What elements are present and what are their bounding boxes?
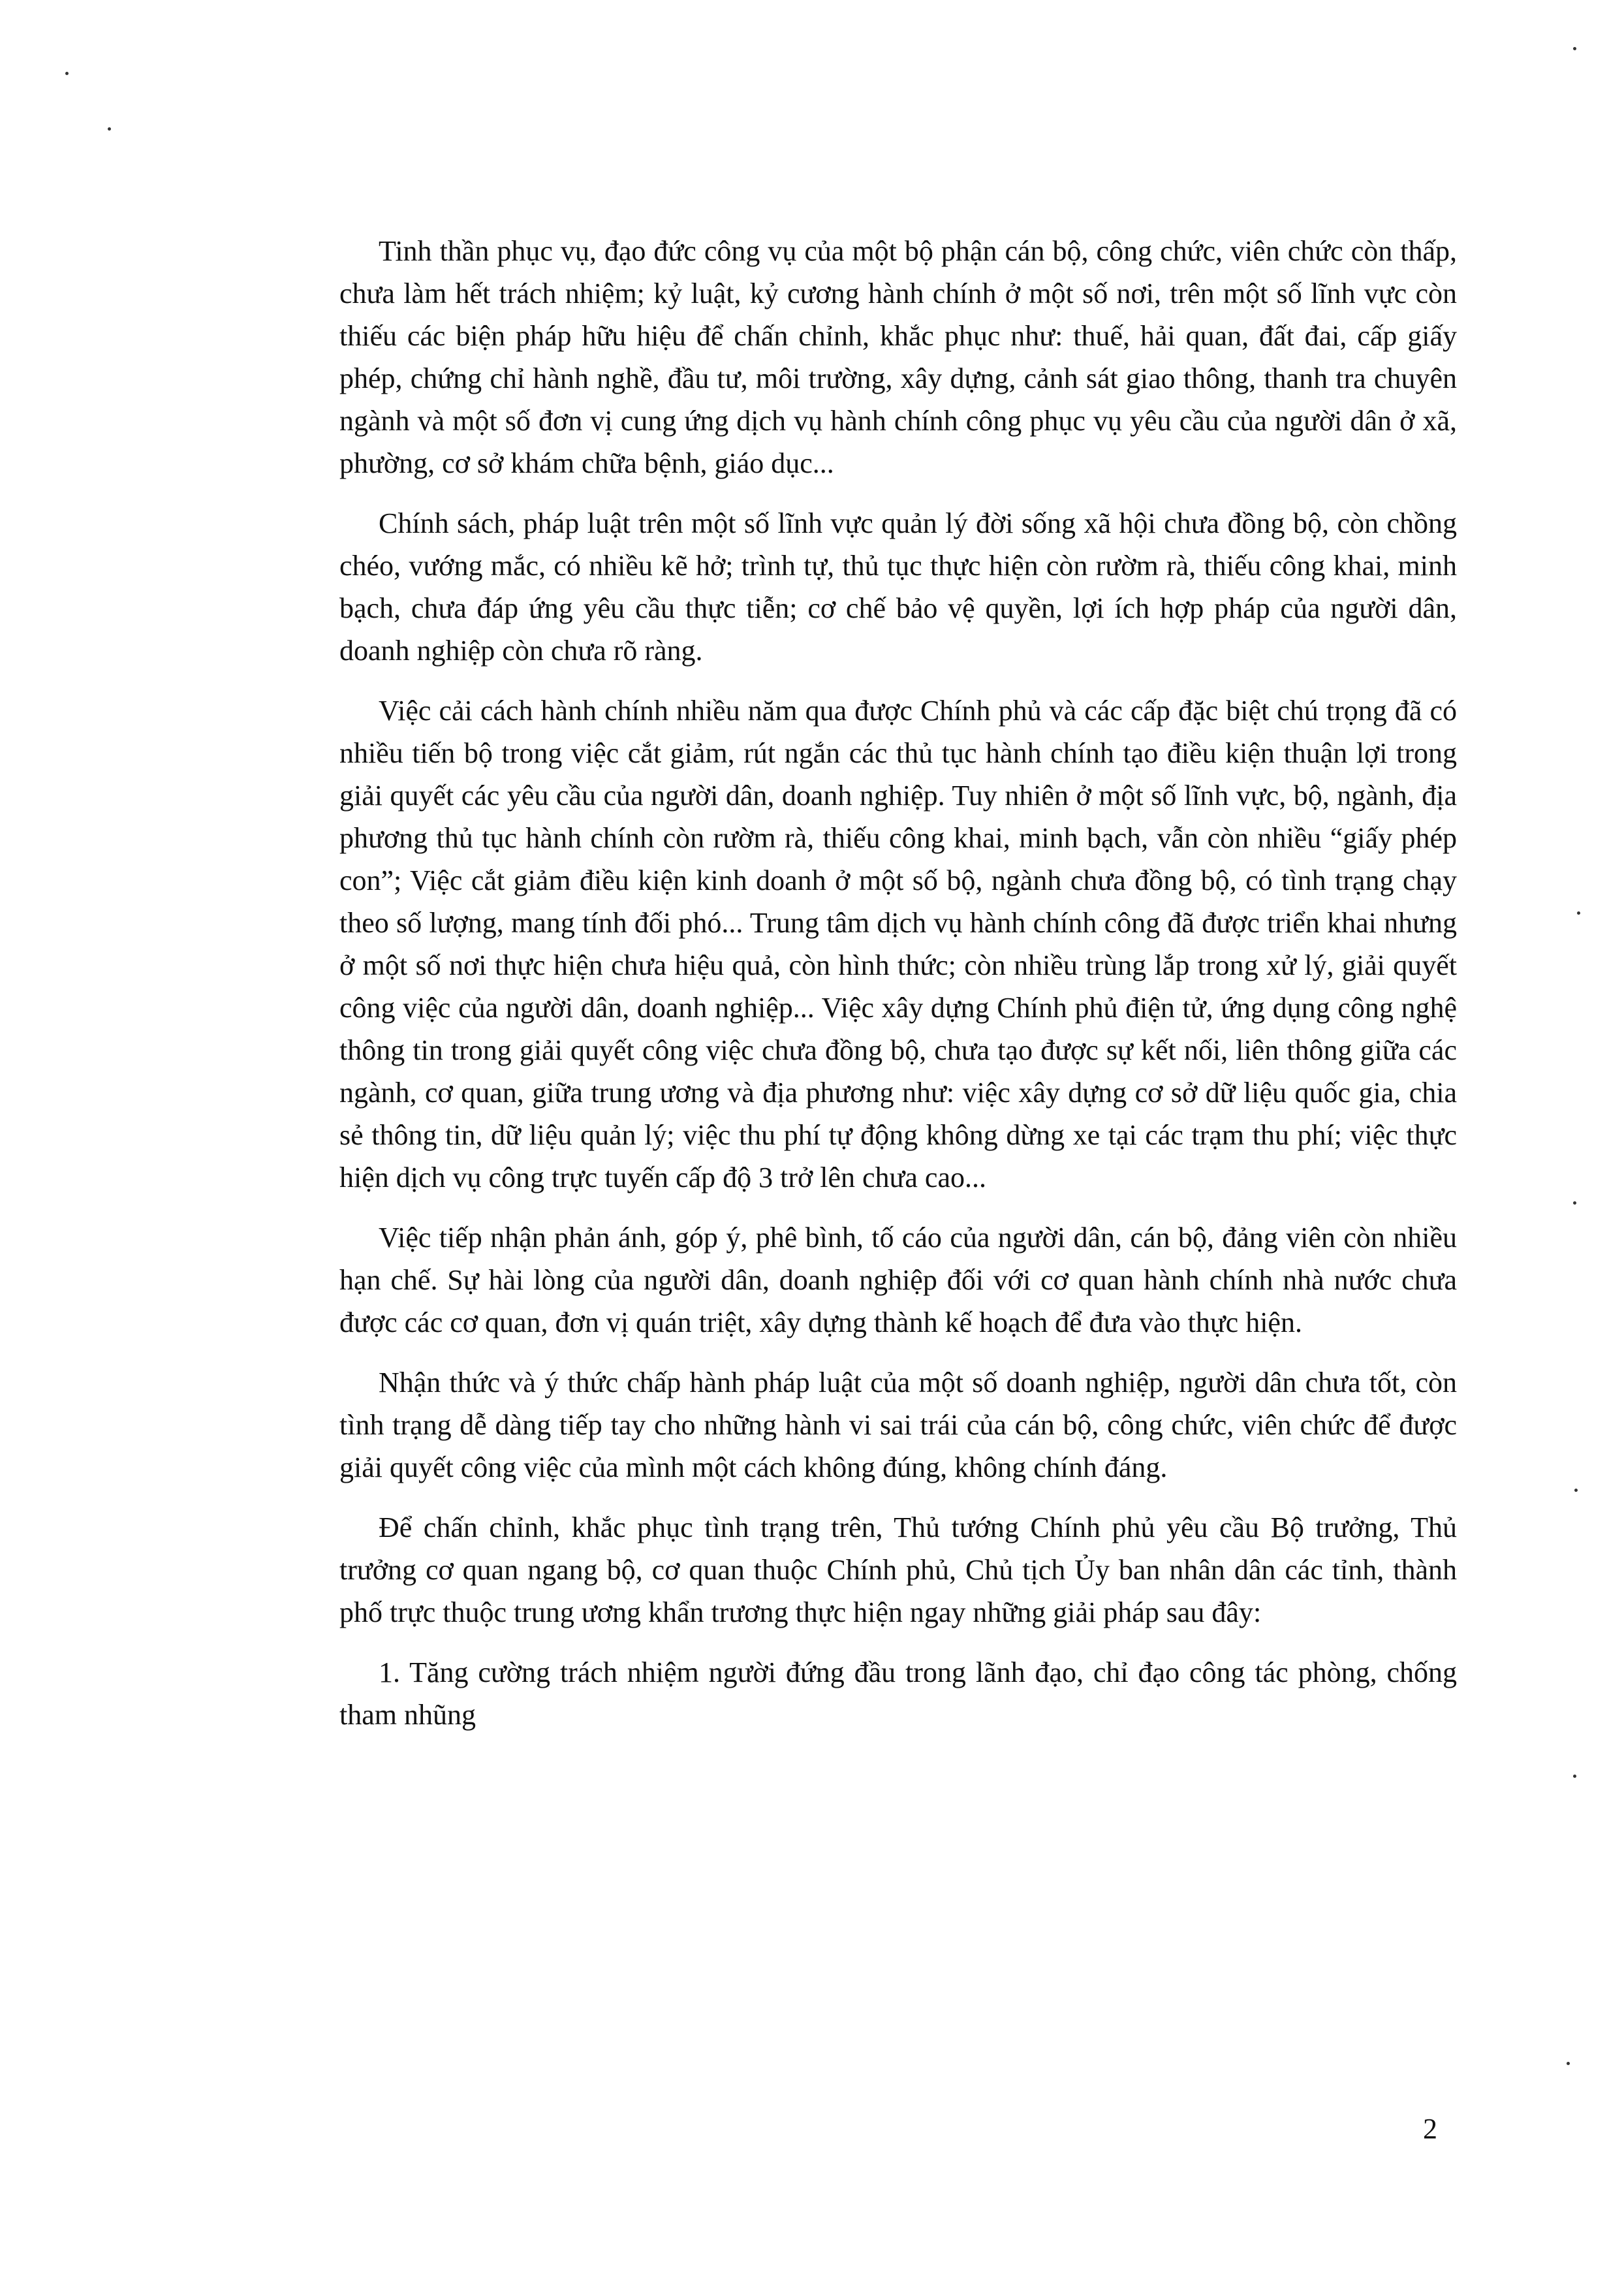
scan-speck bbox=[1573, 47, 1576, 50]
paragraph-public-service-ethics: Tinh thần phục vụ, đạo đức công vụ của một bộ phận cán bộ, công chức, viên chức còn thấp, chưa làm hết trách nhiệm; kỷ luật, kỷ cương hành chính ở một số nơi, trên một số lĩnh vực còn thiếu các biện pháp hữu hiệu để chấn chỉnh, khắc phục như: thuế, hải quan, đất đai, cấp giấy phép, chứng chỉ hành nghề, đầu tư, môi trường, xây dựng, cảnh sát giao thông, thanh tra chuyên ngành và một số đơn vị cung ứng dịch vụ hành chính công phục vụ yêu cầu của người dân ở xã, phường, cơ sở khám chữa bệnh, giáo dục... bbox=[339, 235, 1457, 479]
scan-speck bbox=[1574, 1489, 1578, 1492]
scan-speck bbox=[108, 127, 111, 131]
paragraph-policy-law: Chính sách, pháp luật trên một số lĩnh vực quản lý đời sống xã hội chưa đồng bộ, còn chồng chéo, vướng mắc, có nhiều kẽ hở; trình tự, thủ tục thực hiện còn rườm rà, thiếu công khai, minh bạch, chưa đáp ứng yêu cầu thực tiễn; cơ chế bảo vệ quyền, lợi ích hợp pháp của người dân, doanh nghiệp còn chưa rõ ràng. bbox=[339, 507, 1457, 667]
page-number: 2 bbox=[1423, 2113, 1437, 2145]
scan-speck bbox=[1577, 911, 1580, 915]
paragraph-item-1: 1. Tăng cường trách nhiệm người đứng đầu trong lãnh đạo, chỉ đạo công tác phòng, chống tham nhũng bbox=[339, 1656, 1457, 1731]
scan-speck bbox=[1573, 1201, 1576, 1205]
scan-speck bbox=[65, 72, 69, 75]
scan-speck bbox=[1567, 2062, 1570, 2065]
document-body bbox=[339, 230, 1457, 1754]
scan-speck bbox=[1573, 1775, 1576, 1778]
paragraph-administrative-reform: Việc cải cách hành chính nhiều năm qua được Chính phủ và các cấp đặc biệt chú trọng đã có nhiều tiến bộ trong việc cắt giảm, rút ngắn các thủ tục hành chính tạo điều kiện thuận lợi trong giải quyết các yêu cầu của người dân, doanh nghiệp. Tuy nhiên ở một số lĩnh vực, bộ, ngành, địa phương thủ tục hành chính còn rườm rà, thiếu công khai, minh bạch, vẫn còn nhiều “giấy phép con”; Việc cắt giảm điều kiện kinh doanh ở một số bộ, ngành chưa đồng bộ, có tình trạng chạy theo số lượng, mang tính đối phó... Trung tâm dịch vụ hành chính công đã được triển khai nhưng ở một số nơi thực hiện chưa hiệu quả, còn hình thức; còn nhiều trùng lắp trong xử lý, giải quyết công việc của người dân, doanh nghiệp... Việc xây dựng Chính phủ điện tử, ứng dụng công nghệ thông tin trong giải quyết công việc chưa đồng bộ, chưa tạo được sự kết nối, liên thông giữa các ngành, cơ quan, giữa trung ương và địa phương như: việc xây dựng cơ sở dữ liệu quốc gia, chia sẻ thông tin, dữ liệu quản lý; việc thu phí tự động không dừng xe tại các trạm thu phí; việc thực hiện dịch vụ công trực tuyến cấp độ 3 trở lên chưa cao... bbox=[339, 695, 1457, 1193]
paragraph-citizen-feedback: Việc tiếp nhận phản ánh, góp ý, phê bình, tố cáo của người dân, cán bộ, đảng viên còn nhiều hạn chế. Sự hài lòng của người dân, doanh nghiệp đối với cơ quan hành chính nhà nước chưa được các cơ quan, đơn vị quán triệt, xây dựng thành kế hoạch để đưa vào thực hiện. bbox=[339, 1222, 1457, 1338]
paragraph-prime-minister-request: Để chấn chỉnh, khắc phục tình trạng trên, Thủ tướng Chính phủ yêu cầu Bộ trưởng, Thủ trưởng cơ quan ngang bộ, cơ quan thuộc Chính phủ, Chủ tịch Ủy ban nhân dân các tỉnh, thành phố trực thuộc trung ương khẩn trương thực hiện ngay những giải pháp sau đây: bbox=[339, 1511, 1457, 1628]
paragraph-legal-awareness: Nhận thức và ý thức chấp hành pháp luật của một số doanh nghiệp, người dân chưa tốt, còn tình trạng dễ dàng tiếp tay cho những hành vi sai trái của cán bộ, công chức, viên chức để được giải quyết công việc của mình một cách không đúng, không chính đáng. bbox=[339, 1367, 1457, 1483]
